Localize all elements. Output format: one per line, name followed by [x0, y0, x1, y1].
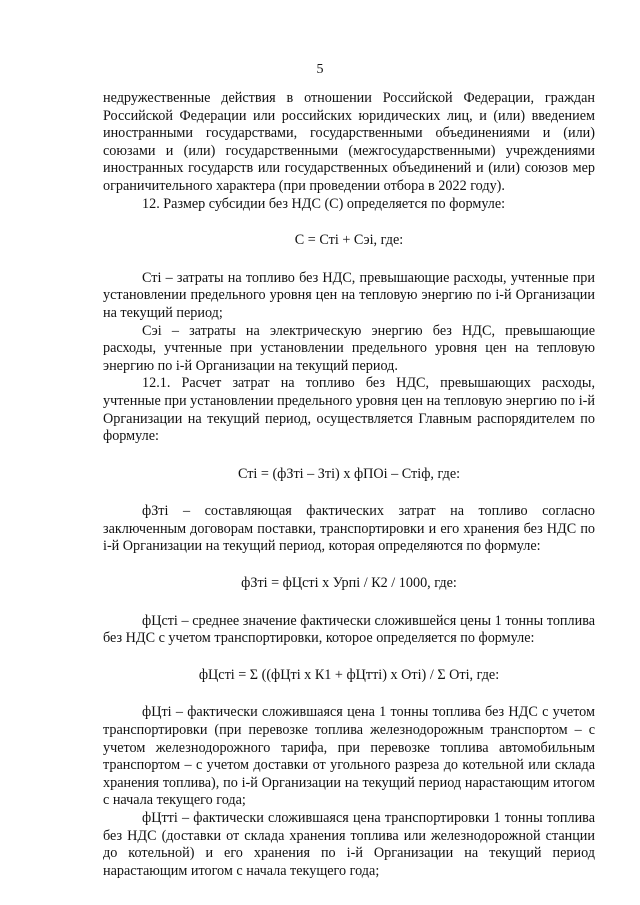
paragraph-electricity-costs-definition: Сэі – затраты на электрическую энергию без НДС, превышающие расходы, учтенные при установлении предельного уровня цен на тепловую энергию по і-й Организации на текущий период. [103, 322, 595, 374]
paragraph-sanctions-continuation: недружественные действия в отношении Российской Федерации, граждан Российской Федерации или российских юридических лиц, и (или) введением иностранными государствами, государственными объединениями и (или) союзами и (или) государственными (межгосударственными) учреждениями иностранных государств или государственных объединений и (или) союзов мер ограничительного характера (при проведении отбора в 2022 году). [103, 90, 595, 194]
formula-fuel-costs: Сті = (фЗті – Зті) х фПОі – Стіф, где: [237, 465, 461, 482]
paragraph-fuel-cost-calculation: 12.1. Расчет затрат на топливо без НДС, превышающих расходы, учтенные при установлении предельного уровня цен на тепловую энергию по і-й Организации на текущий период, осуществляется Главным распорядителем по формуле: [103, 375, 595, 445]
paragraph-fuel-costs-definition: Сті – затраты на топливо без НДС, превышающие расходы, учтенные при установлении предельного уровня цен на тепловую энергию по і-й Организации на текущий период; [103, 269, 595, 321]
paragraph-transport-price-definition: фЦтті – фактически сложившаяся цена транспортировки 1 тонны топлива без НДС (доставки от склада хранения топлива или железнодорожной станции до котельной) и его хранения по і-й Организации на текущий период нарастающим итогом с начала текущего года; [103, 810, 595, 879]
document-body [103, 90, 595, 880]
formula-average-price: фЦсті = Σ ((фЦті х К1 + фЦтті) х Оті) / Σ Оті, где: [198, 666, 500, 683]
paragraph-average-price: фЦсті – среднее значение фактически сложившейся цены 1 тонны топлива без НДС с учетом транспортировки, которое определяется по формуле: [103, 612, 595, 647]
paragraph-actual-fuel-costs: фЗті – составляющая фактических затрат на топливо согласно заключенным договорам поставки, транспортировки и его хранения без НДС по і-й Организации на текущий период, которая определяются по формуле: [103, 503, 595, 555]
paragraph-fuel-price-definition: фЦті – фактически сложившаяся цена 1 тонны топлива без НДС с учетом транспортировки (при перевозке топлива железнодорожным транспортом – с учетом железнодорожного тарифа, при перевозке топлива автомобильным транспортом – с учетом доставки от угольного разреза до котельной или склада хранения топлива), по і-й Организации на текущий период нарастающим итогом с начала текущего года; [103, 704, 595, 809]
paragraph-subsidy-size: 12. Размер субсидии без НДС (С) определяется по формуле: [142, 195, 506, 212]
formula-subsidy: С = Сті + Сэі, где: [294, 232, 404, 249]
page-number: 5 [316, 62, 324, 77]
formula-actual-fuel-costs: фЗті = фЦсті х Урпі / К2 / 1000, где: [241, 575, 457, 592]
